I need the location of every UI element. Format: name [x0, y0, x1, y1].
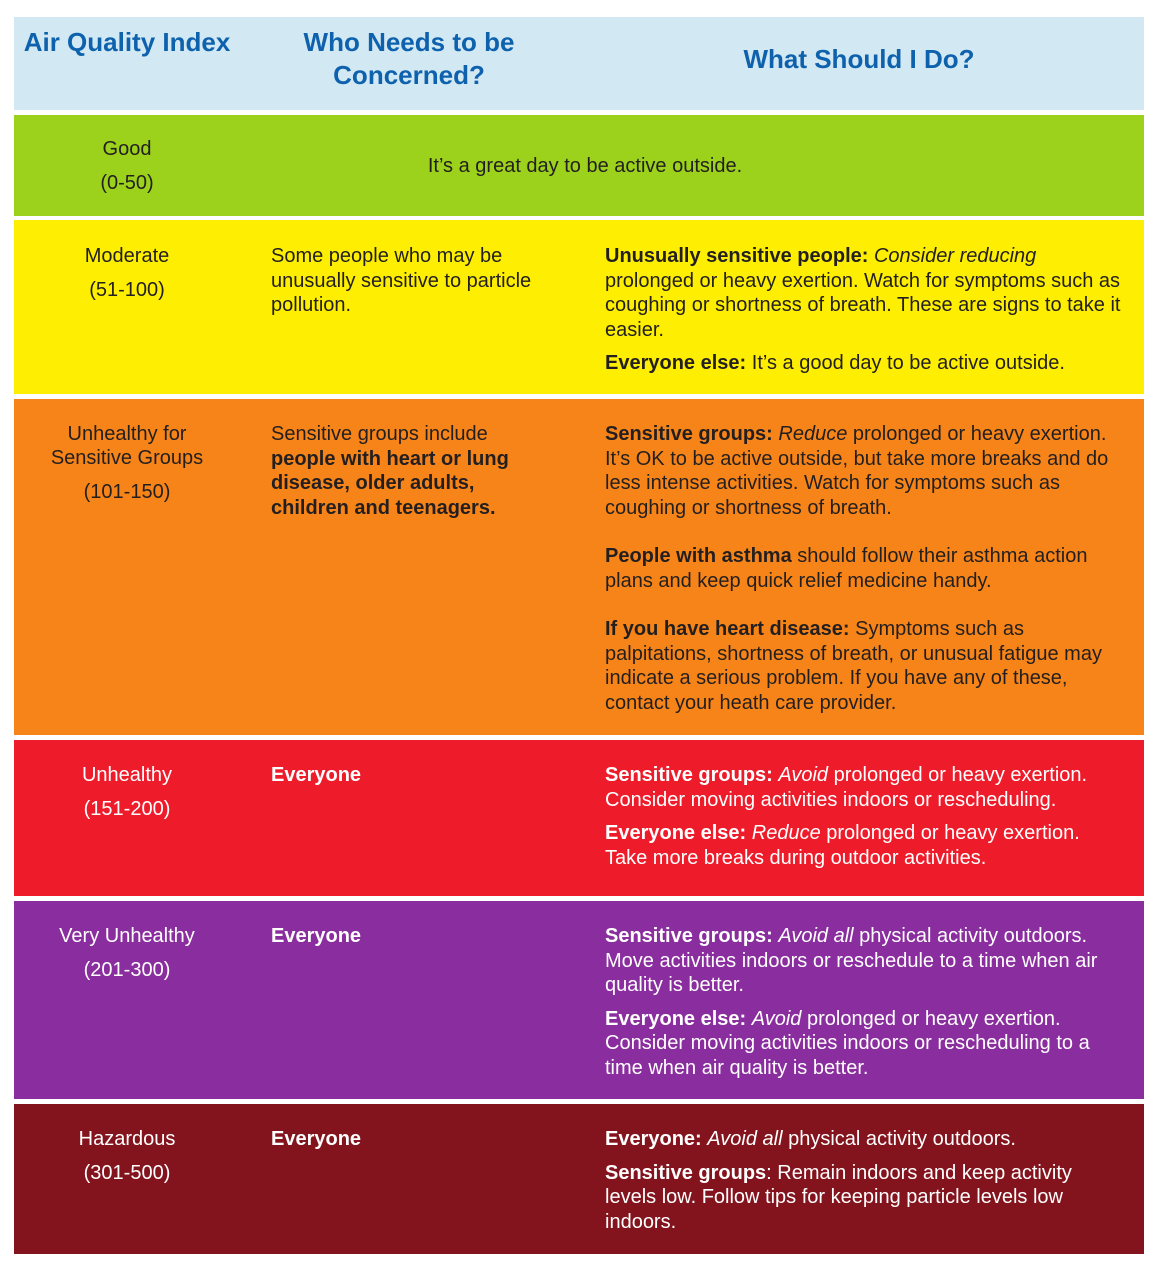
- category-name: Good: [102, 138, 152, 160]
- category-name: Unhealthy: [81, 764, 173, 786]
- category-name: Hazardous: [78, 1128, 176, 1150]
- row-unhealthy: [14, 740, 1144, 896]
- what-to-do: [605, 924, 1125, 1089]
- who-groups: people with heart or lung disease, older adults, children and teenagers.: [271, 447, 509, 519]
- who-text: Everyone: [271, 764, 362, 786]
- advice-text: should follow their asthma action plans and keep quick relief medicine handy.: [605, 545, 1088, 592]
- advice-emphasis: Avoid all: [778, 925, 854, 947]
- advice-text: prolonged or heavy exertion. Consider moving activities indoors or rescheduling to a time when air quality is better.: [605, 1007, 1090, 1079]
- category-range: (0-50): [100, 172, 154, 194]
- category-label: [26, 422, 228, 504]
- who-intro: Sensitive groups include: [271, 423, 488, 445]
- advice-label: Sensitive groups:: [605, 925, 773, 947]
- advice-label: Unusually sensitive people:: [605, 245, 869, 267]
- what-to-do: [605, 763, 1125, 879]
- category-label: [26, 137, 228, 195]
- who-text: Everyone: [271, 1128, 362, 1150]
- table-header: [14, 17, 1144, 110]
- category-range: (301-500): [83, 1162, 171, 1184]
- header-aqi: Air Quality Index: [23, 27, 231, 57]
- advice-text: It’s a good day to be active outside.: [751, 352, 1065, 374]
- advice-emphasis: Avoid: [778, 764, 829, 786]
- advice-text: prolonged or heavy exertion. Watch for symptoms such as coughing or shortness of breath. These are signs to take it easier.: [605, 269, 1121, 341]
- what-to-do: [605, 422, 1125, 724]
- advice-emphasis: Reduce: [751, 822, 821, 844]
- advice-text: : Remain indoors and keep activity levels low. Follow tips for keeping particle levels low indoors.: [605, 1161, 1072, 1233]
- advice-emphasis: Avoid: [751, 1007, 802, 1030]
- row-moderate: [14, 220, 1144, 394]
- advice-text: prolonged or heavy exertion. Consider moving activities indoors or rescheduling.: [605, 764, 1088, 811]
- category-label: [26, 1127, 228, 1185]
- advice-text: prolonged or heavy exertion. Take more breaks during outdoor activities.: [605, 822, 1080, 869]
- category-label: [26, 244, 228, 302]
- advice-label: Sensitive groups:: [605, 423, 773, 445]
- advice-emphasis: Consider reducing: [873, 245, 1037, 267]
- advice-emphasis: Avoid all: [707, 1128, 783, 1150]
- category-range: (101-150): [83, 481, 171, 503]
- row-very-unhealthy: [14, 901, 1144, 1099]
- advice-text: Symptoms such as palpitations, shortness of breath, or unusual fatigue may indicate a serious problem. If you have any of these, contact your heath care provider.: [605, 618, 1102, 714]
- advice-label: Everyone else:: [605, 1007, 747, 1030]
- category-name: Moderate: [84, 245, 170, 267]
- advice-text: prolonged or heavy exertion. It’s OK to be active outside, but take more breaks and do less intense activities. Watch for symptoms such as coughing or shortness of breath.: [605, 423, 1109, 519]
- advice-label: Everyone else:: [605, 822, 747, 844]
- what-to-do: [605, 1127, 1125, 1243]
- category-range: (151-200): [83, 798, 171, 820]
- advice-label: Sensitive groups: [605, 1161, 767, 1184]
- header-what: What Should I Do?: [743, 44, 975, 74]
- advice-label: If you have heart disease:: [605, 618, 850, 640]
- advice-emphasis: Reduce: [778, 423, 848, 445]
- category-range: (51-100): [89, 279, 165, 301]
- advice-text: physical activity outdoors.: [788, 1128, 1016, 1150]
- good-message: It’s a great day to be active outside.: [427, 155, 743, 177]
- what-to-do: [605, 244, 1125, 385]
- row-hazardous: [14, 1104, 1144, 1254]
- row-good: [14, 115, 1144, 216]
- who-text: Some people who may be unusually sensitive to particle pollution.: [271, 245, 532, 316]
- category-name: Very Unhealthy: [59, 925, 195, 947]
- advice-text: physical activity outdoors. Move activities indoors or reschedule to a time when air quality is better.: [605, 925, 1098, 996]
- category-range: (201-300): [83, 959, 171, 981]
- category-label: [26, 763, 228, 821]
- who-text: [271, 422, 551, 520]
- row-usg: [14, 399, 1144, 735]
- who-text: Everyone: [271, 925, 362, 947]
- category-name: Unhealthy for Sensitive Groups: [50, 423, 204, 469]
- advice-label: Sensitive groups:: [605, 764, 773, 786]
- advice-label: People with asthma: [605, 545, 792, 567]
- advice-label: Everyone else:: [605, 352, 747, 374]
- category-label: [26, 924, 228, 982]
- header-who: Who Needs to be Concerned?: [303, 27, 515, 90]
- advice-label: Everyone:: [605, 1128, 702, 1150]
